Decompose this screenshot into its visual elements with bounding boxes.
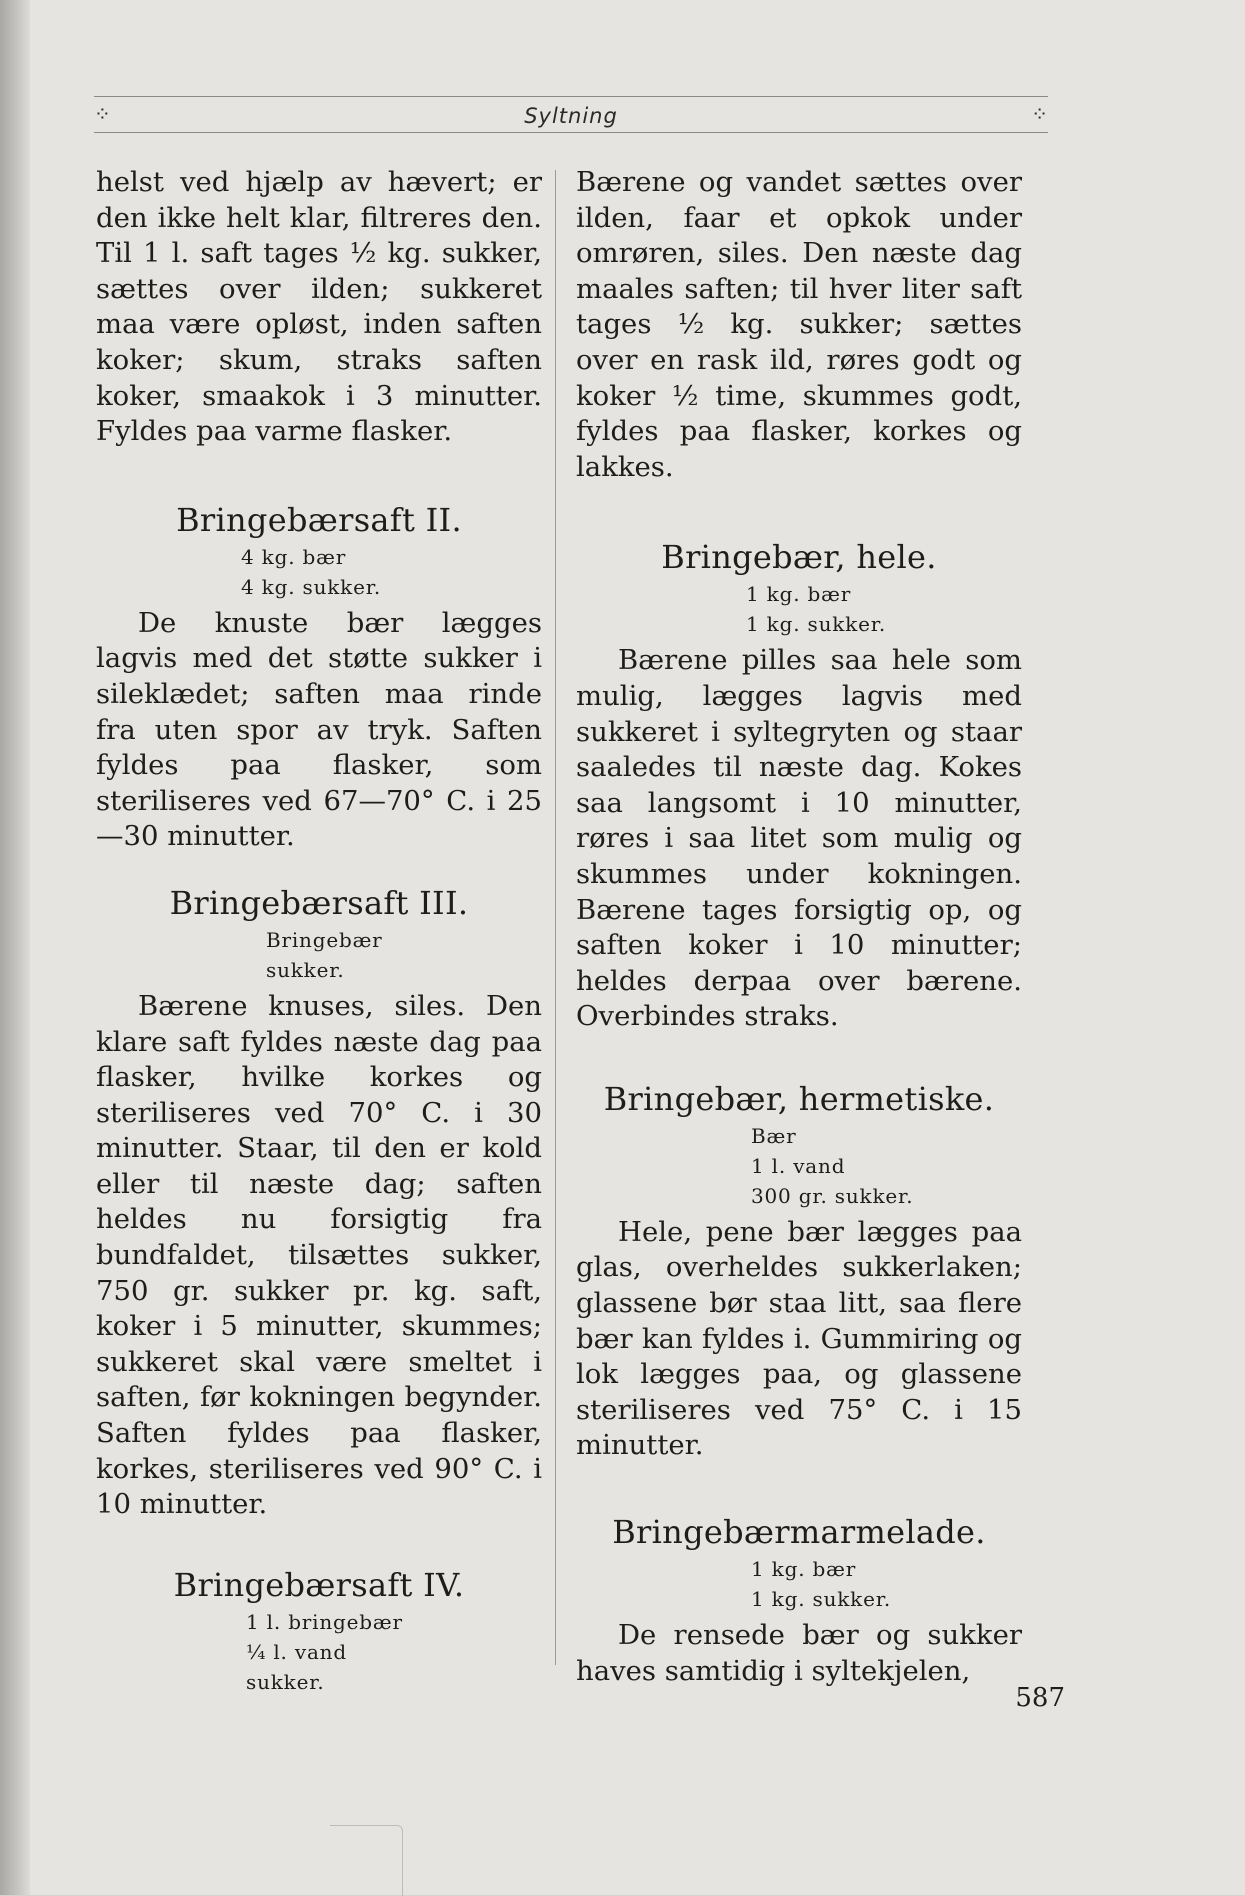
- recipe-title: Bringebær, hermetiske.: [603, 1079, 995, 1118]
- section-gap: [576, 1035, 1022, 1079]
- column-divider: [555, 170, 556, 1665]
- ornament-left-icon: ⁘: [94, 102, 111, 126]
- recipe: [96, 500, 542, 855]
- ingredient-list: [576, 1121, 1022, 1211]
- recipe-text: De knuste bær lægges lagvis med det støtte sukker i sileklædet; saften maa rinde fra uten spor av tryk. Saften fyldes paa flasker, som steriliseres ved 67—70° C. i 25—30 minutter.: [96, 606, 542, 853]
- ingredient-list: [96, 542, 542, 602]
- recipe-title: Bringebærsaft II.: [176, 500, 462, 539]
- ingredient-line: sukker.: [266, 957, 345, 982]
- ingredient-list: [96, 1607, 542, 1697]
- recipe: [576, 1512, 1022, 1689]
- recipe: [576, 537, 1022, 1035]
- recipe-text: Bærene knuses, siles. Den klare saft fyldes næste dag paa flasker, hvilke korkes og steriliseres ved 70° C. i 30 minutter. Staar, til den er kold eller til næste dag; saften heldes nu forsigtig fra bundfaldet, tilsættes sukker, 750 gr. sukker pr. kg. saft, koker i 5 minutter, skummes; sukkeret skal være smeltet i saften, før kokningen begynder. Saften fyldes paa flasker, korkes, steriliseres ved 90° C. i 10 minutter.: [96, 989, 542, 1521]
- ingredient-line: 1 kg. sukker.: [751, 1587, 892, 1612]
- section-gap: [96, 1523, 542, 1565]
- ingredient-line: 1 kg. bær: [751, 1557, 857, 1582]
- ingredient-line: 1 kg. sukker.: [746, 612, 887, 637]
- ingredient-list: [96, 925, 542, 985]
- header-title: Syltning: [524, 104, 618, 128]
- recipe-text: De rensede bær og sukker haves samtidig i syltekjelen,: [576, 1619, 1022, 1687]
- section-gap: [96, 855, 542, 883]
- recipe-title: Bringebærsaft III.: [169, 883, 469, 922]
- section-gap: [576, 1464, 1022, 1512]
- ornament-right-icon: ⁘: [1031, 102, 1048, 126]
- ingredient-line: 1 l. vand: [751, 1153, 846, 1178]
- recipe: [96, 1565, 542, 1697]
- recipe-title: Bringebærsaft IV.: [173, 1565, 465, 1604]
- right-column: [576, 165, 1022, 1687]
- ingredient-line: sukker.: [246, 1669, 325, 1694]
- header-rule-bottom: [94, 132, 1048, 133]
- ingredient-line: Bringebær: [266, 927, 383, 952]
- section-gap: [96, 450, 542, 500]
- recipe-text: Hele, pene bær lægges paa glas, overheldes sukkerlaken; glassene bør staa litt, saa flere bær kan fyldes i. Gummiring og lok lægges paa, og glassene steriliseres ved 75° C. i 15 minutter.: [576, 1215, 1022, 1462]
- recipe-title: Bringebærmarmelade.: [612, 1513, 986, 1552]
- ingredient-line: 300 gr. sukker.: [751, 1183, 914, 1208]
- section-gap: [576, 485, 1022, 537]
- continued-text: Bærene og vandet sættes over ilden, faar et opkok under omrøren, siles. Den næste dag maales saften; til hver liter saft tages ½ kg. sukker; sættes over en rask ild, røres godt og koker ½ time, skummes godt, fyldes paa flasker, korkes og lakkes.: [576, 166, 1022, 483]
- recipe: [576, 1079, 1022, 1464]
- recipe-title: Bringebær, hele.: [661, 538, 937, 577]
- ingredient-line: 4 kg. bær: [241, 544, 347, 569]
- header-rule-top: [94, 96, 1048, 97]
- page-corner-mark: [330, 1825, 403, 1896]
- recipe: [96, 883, 542, 1523]
- running-header: [94, 96, 1048, 136]
- continued-text: helst ved hjælp av hævert; er den ikke helt klar, filtreres den. Til 1 l. saft tages ½ kg. sukker, sættes over ilden; sukkeret maa være opløst, inden saften koker; skum, straks saften koker, smaakok i 3 minutter. Fyldes paa varme flasker.: [96, 166, 542, 448]
- ingredient-line: 1 l. bringebær: [246, 1609, 403, 1634]
- ingredient-line: 1 kg. bær: [746, 582, 852, 607]
- ingredient-list: [576, 579, 1022, 639]
- page-number: 587: [1015, 1683, 1065, 1713]
- book-spine: [0, 0, 30, 1895]
- recipe-text: Bærene pilles saa hele som mulig, lægges lagvis med sukkeret i syltegryten og staar saaledes til næste dag. Kokes saa langsomt i 10 minutter, røres i saa litet som mulig og skummes under kokningen. Bærene tages forsigtig op, og saften koker i 10 minutter; heldes derpaa over bærene. Overbindes straks.: [576, 644, 1022, 1033]
- left-column: [96, 165, 542, 1694]
- ingredient-line: Bær: [751, 1123, 797, 1148]
- ingredient-line: ¼ l. vand: [246, 1639, 347, 1664]
- ingredient-line: 4 kg. sukker.: [241, 574, 382, 599]
- ingredient-list: [576, 1554, 1022, 1614]
